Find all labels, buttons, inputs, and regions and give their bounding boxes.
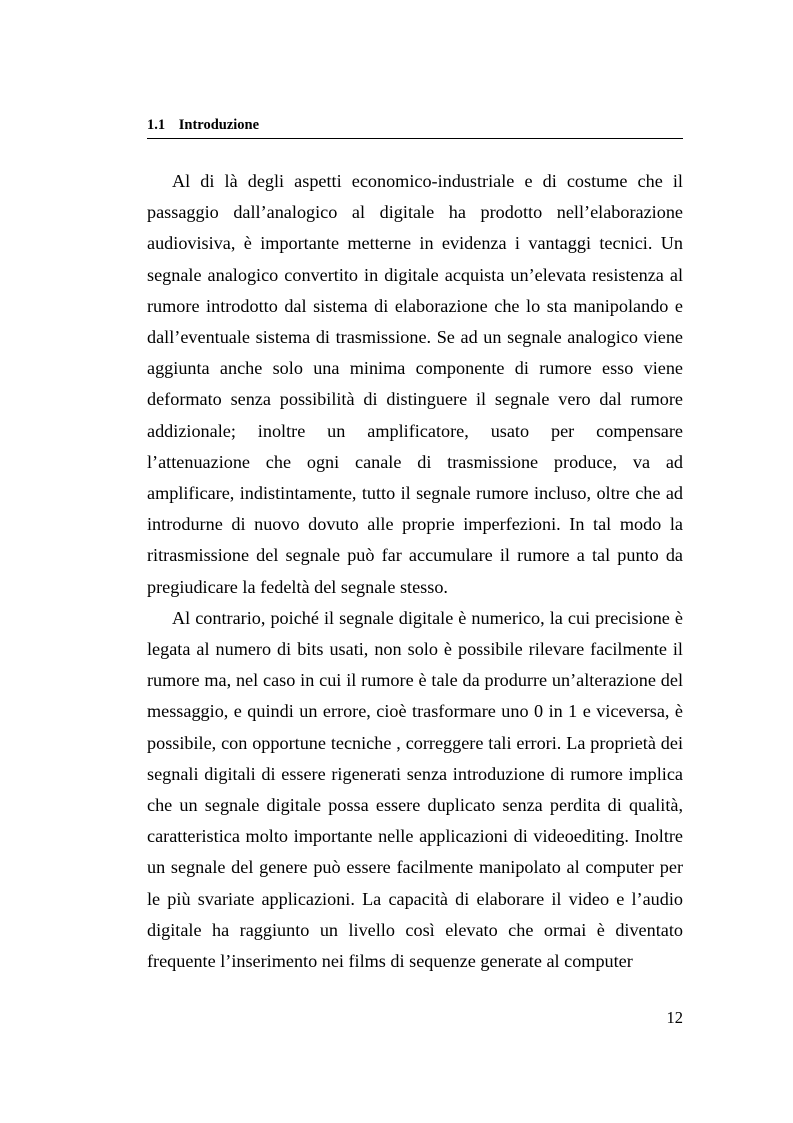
paragraph: Al contrario, poiché il segnale digitale è numerico, la cui precisione è legata al numero di bits usati, non solo è possibile rilevare facilmente il rumore ma, nel caso in cui il rumore è tale da produrre un’alterazione del messaggio, e quindi un errore, cioè trasformare uno 0 in 1 e viceversa, è possibile, con opportune tecniche , correggere tali errori. La proprietà dei segnali digitali di essere rigenerati senza introduzione di rumore implica che un segnale digitale possa essere duplicato senza perdita di qualità, caratteristica molto importante nelle applicazioni di videoediting. Inoltre un segnale del genere può essere facilmente manipolato al computer per le più svariate applicazioni. La capacità di elaborare il video e l’audio digitale ha raggiunto un livello così elevato che ormai è diventato frequente l’inserimento nei films di sequenze generate al computer bbox=[147, 607, 683, 972]
section-heading bbox=[147, 116, 683, 139]
paragraph: Al di là degli aspetti economico-industriale e di costume che il passaggio dall’analogico al digitale ha prodotto nell’elaborazione audiovisiva, è importante metterne in evidenza i vantaggi tecnici. Un segnale analogico convertito in digitale acquista un’elevata resistenza al rumore introdotto dal sistema di elaborazione che lo sta manipolando e dall’eventuale sistema di trasmissione. Se ad un segnale analogico viene aggiunta anche solo una minima componente di rumore esso viene deformato senza possibilità di distinguere il segnale vero dal rumore addizionale; inoltre un amplificatore, usato per compensare l’attenuazione che ogni canale di trasmissione produce, va ad amplificare, indistintamente, tutto il segnale rumore incluso, oltre che ad introdurne di nuovo dovuto alle proprie imperfezioni. In tal modo la ritrasmissione del segnale può far accumulare il rumore a tal punto da pregiudicare la fedeltà del segnale stesso. bbox=[147, 171, 683, 597]
section-title: Introduzione bbox=[178, 117, 260, 133]
page-number: 12 bbox=[666, 1008, 683, 1027]
body-text bbox=[147, 166, 683, 977]
section-number: 1.1 bbox=[147, 117, 166, 133]
